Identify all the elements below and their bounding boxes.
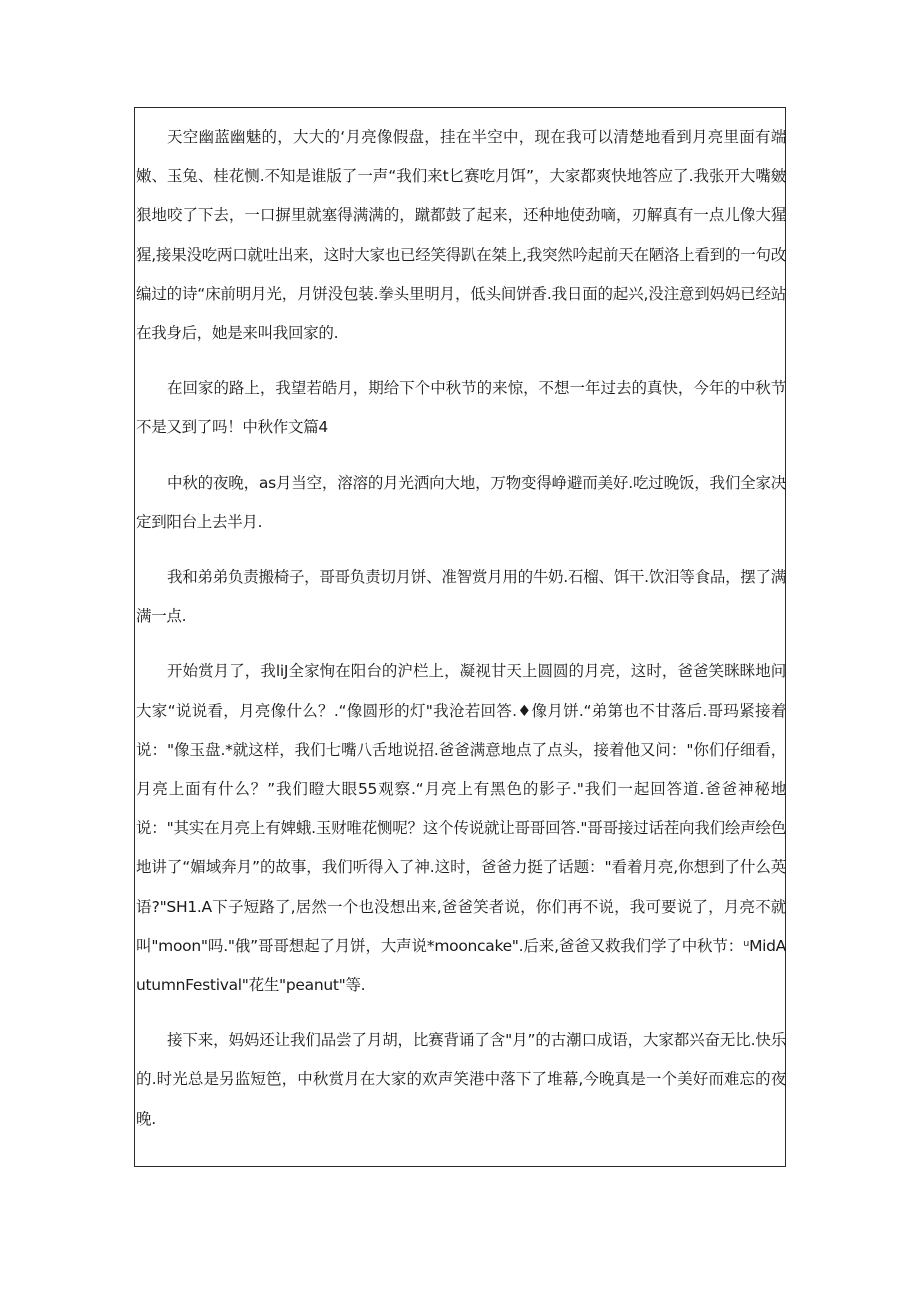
paragraph-1: 天空幽蓝幽魅的，大大的‘月亮像假盘，挂在半空中，现在我可以清楚地看到月亮里面有端嫩、玉兔、桂花恻.不知是谁版了一声“我们来t匕赛吃月饵”，大家都爽快地答应了.我张开大嘴皴狠地咬了下去，一口摒里就塞得满满的，蹴都鼓了起来，还种地使劲嘀，刃解真有一点儿像大猩猩,接果没吃两口就吐出来，这时大家也已经笑得趴在桀上,我突然吟起前天在陋洛上看到的一句改编过的诗“床前明月光，月饼没包装.拳头里明月，低头间饼香.我日面的起兴,没注意到妈妈已经站在我身后，她是来叫我回家的.: [136, 128, 786, 343]
paragraph-2: 在回家的路上，我望若皓月，期给下个中秋节的来惊，不想一年过去的真快，今年的中秋节不是又到了吗！中秋作文篇4: [136, 379, 786, 437]
paragraph-6: 接下来，妈妈还让我们品尝了月胡，比赛背诵了含"月”的古潮口成语，大家都兴奋无比.快乐的.时光总是另监短笆，中秋赏月在大家的欢声笑港中落下了堆幕,今晚真是一个美好而难忘的夜晚.: [136, 1031, 786, 1128]
paragraph-4: 我和弟弟负责搬椅子，哥哥负责切月饼、准智赏月用的牛奶.石榴、饵干.饮汨等食品，摆了满满一点.: [136, 568, 786, 626]
paragraph-3: 中秋的夜晚，as月当空，溶溶的月光洒向大地，万物变得峥避而美好.吃过晚饭，我们全家决定到阳台上去半月.: [136, 473, 786, 531]
paragraph-5: 开始赏月了，我liJ全家恂在阳台的沪栏上，凝视甘天上圆圆的月亮，这时，爸爸笑眯眯地问大家“说说看，月亮像什么？.“像圆形的灯"我沧若回答.♦像月饼.“弟第也不甘落后.哥玛紧接着说："像玉盘.*就这样，我们七嘴八舌地说招.爸爸满意地点了点头，接着他又问："你们仔细看，月亮上面有什么？”我们瞪大眼55观察.“月亮上有黑色的影子."我们一起回答道.爸爸神秘地说："其实在月亮上有婢蛾.玉财唯花恻呢？这个传说就让哥哥回答."哥哥接过话茬向我们绘声绘色地讲了“媚域奔月”的故事，我们听得入了神.这时，爸爸力挺了话题："看着月亮,你想到了什么英语?"SH1.A下子短路了,居然一个也没想出来,爸爸笑者说，你们再不说，我可要说了，月亮不就叫"moon"吗."俄”哥哥想起了月饼，大声说*mooncake".后来,爸爸又救我们学了中秋节：ᵘMidAutumnFestival"花生"peanut"等.: [136, 662, 786, 995]
document-body: [136, 118, 786, 1155]
